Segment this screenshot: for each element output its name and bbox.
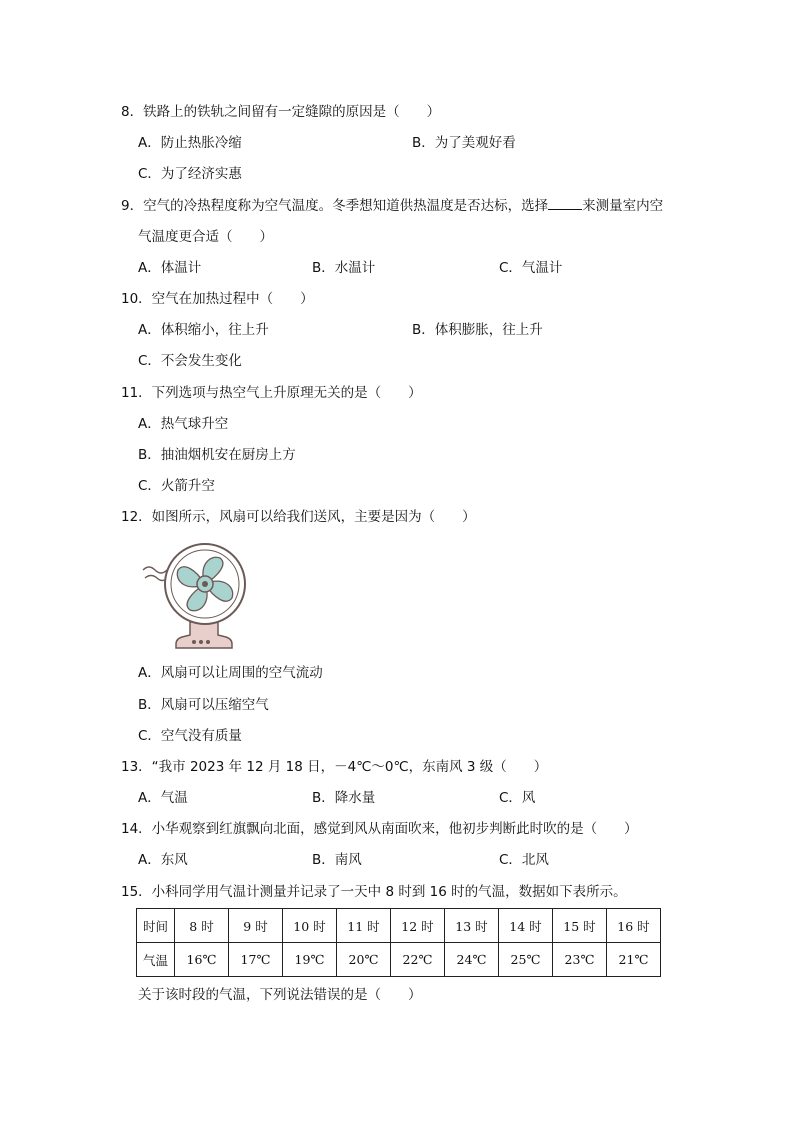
question-8-option-a[interactable]: A．防止热胀冷缩 [138,135,242,151]
table-cell: 23℃ [553,943,607,977]
question-9-option-a[interactable]: A．体温计 [138,260,202,276]
fan-button [199,640,203,644]
fan-illustration [140,540,250,655]
question-9-option-c[interactable]: C．气温计 [499,260,563,276]
answer-blank[interactable] [548,197,582,210]
question-14-option-c[interactable]: C．北风 [499,852,549,868]
question-12-option-c[interactable]: C．空气没有质量 [138,728,242,744]
question-8-option-b[interactable]: B．为了美观好看 [412,135,516,151]
question-11-option-b[interactable]: B．抽油烟机安在厨房上方 [138,447,296,463]
question-12-stem: 12．如图所示，风扇可以给我们送风，主要是因为（ ） [121,509,476,525]
table-cell: 8 时 [175,909,229,943]
table-cell: 17℃ [229,943,283,977]
table-cell: 22℃ [391,943,445,977]
question-10-stem: 10．空气在加热过程中（ ） [121,291,314,307]
question-15-stem: 15．小科同学用气温计测量并记录了一天中 8 时到 16 时的气温，数据如下表所示。 [121,884,627,900]
question-14-stem: 14．小华观察到红旗飘向北面，感觉到风从南面吹来，他初步判断此时吹的是（ ） [121,821,638,837]
question-12-option-a[interactable]: A．风扇可以让周围的空气流动 [138,665,323,681]
table-header-temperature: 气温 [137,943,175,977]
table-cell: 16 时 [607,909,661,943]
question-14-option-b[interactable]: B．南风 [312,852,362,868]
question-8-stem: 8．铁路上的铁轨之间留有一定缝隙的原因是（ ） [121,104,441,120]
table-cell: 9 时 [229,909,283,943]
question-14-option-a[interactable]: A．东风 [138,852,188,868]
fan-base [176,622,232,648]
fan-button [192,640,196,644]
question-13-option-c[interactable]: C．风 [499,790,536,806]
table-cell: 16℃ [175,943,229,977]
table-cell: 15 时 [553,909,607,943]
question-11-stem: 11．下列选项与热空气上升原理无关的是（ ） [121,385,422,401]
table-cell: 21℃ [607,943,661,977]
table-row-temperature [137,943,661,977]
table-cell: 13 时 [445,909,499,943]
table-row-time [137,909,661,943]
question-10-option-c[interactable]: C．不会发生变化 [138,353,242,369]
question-10-option-a[interactable]: A．体积缩小，往上升 [138,322,269,338]
question-12-option-b[interactable]: B．风扇可以压缩空气 [138,697,269,713]
question-13-option-a[interactable]: A．气温 [138,790,188,806]
table-cell: 25℃ [499,943,553,977]
wind-lines-icon [143,567,168,581]
fan-button [206,640,210,644]
question-10-option-b[interactable]: B．体积膨胀，往上升 [412,322,543,338]
table-cell: 11 时 [337,909,391,943]
table-cell: 24℃ [445,943,499,977]
question-9-stem-line2: 气温度更合适（ ） [138,229,273,245]
table-cell: 14 时 [499,909,553,943]
question-11-option-c[interactable]: C．火箭升空 [138,478,215,494]
question-9-stem [121,197,663,215]
temperature-table [136,908,661,977]
table-cell: 20℃ [337,943,391,977]
question-13-option-b[interactable]: B．降水量 [312,790,376,806]
question-11-option-a[interactable]: A．热气球升空 [138,416,229,432]
question-13-stem: 13．“我市 2023 年 12 月 18 日，－4℃～0℃，东南风 3 级（ ） [121,759,548,775]
table-header-time: 时间 [137,909,175,943]
question-15-prompt: 关于该时段的气温，下列说法错误的是（ ） [138,987,422,1003]
table-cell: 12 时 [391,909,445,943]
table-cell: 10 时 [283,909,337,943]
table-cell: 19℃ [283,943,337,977]
question-9-option-b[interactable]: B．水温计 [312,260,376,276]
question-8-option-c[interactable]: C．为了经济实惠 [138,166,242,182]
question-9-stem-after: 来测量室内空 [582,198,664,214]
question-9-stem-before: 9．空气的冷热程度称为空气温度。冬季想知道供热温度是否达标，选择 [121,198,549,214]
